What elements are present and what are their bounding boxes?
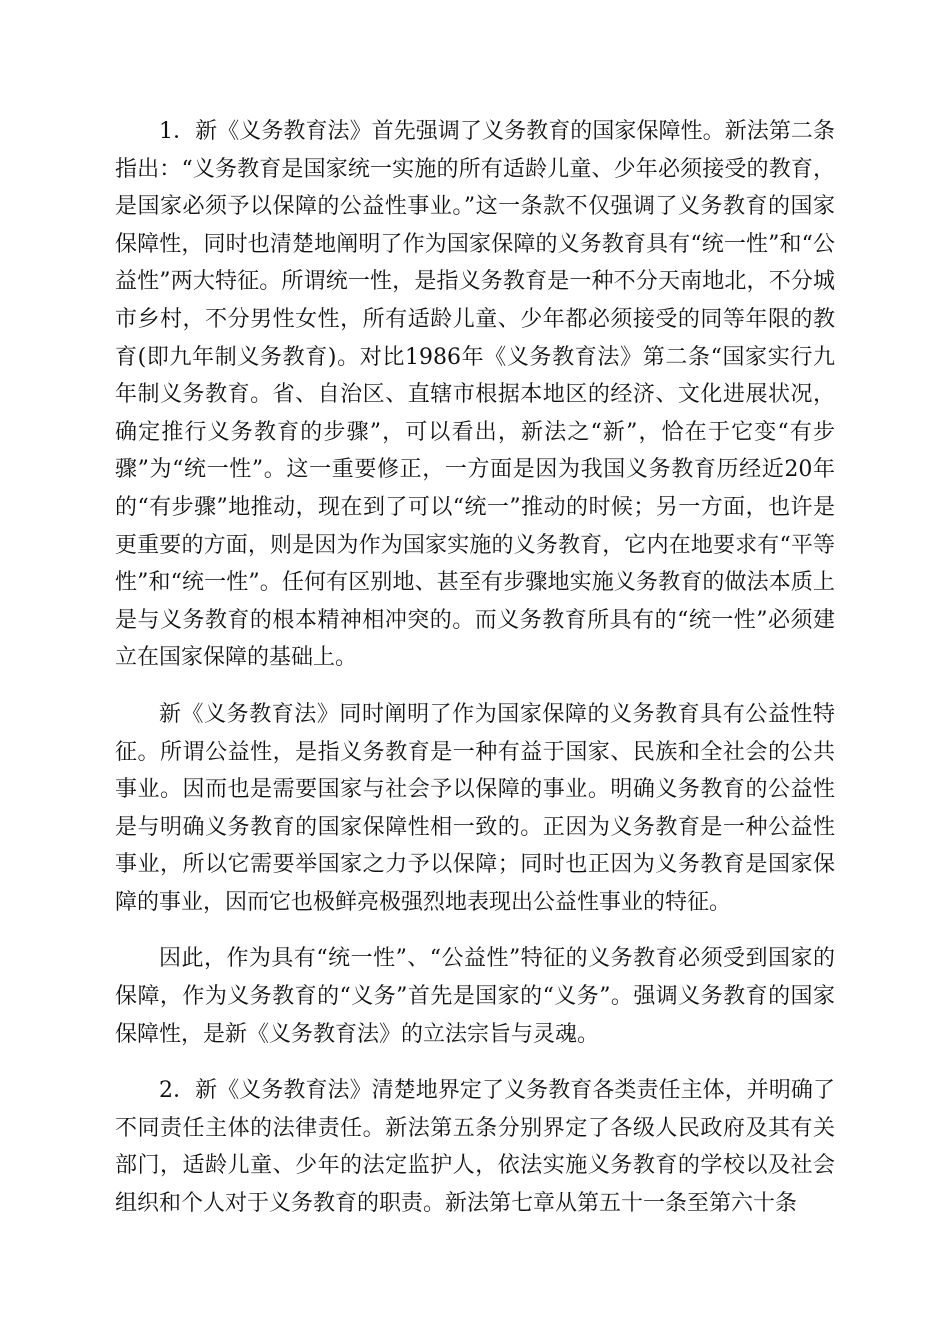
document-body xyxy=(115,113,835,1242)
paragraph-2: 新《义务教育法》同时阐明了作为国家保障的义务教育具有公益性特征。所谓公益性，是指义务教育是一种有益于国家、民族和全社会的公共事业。因而也是需要国家与社会予以保障的事业。明确义务教育的公益性是与明确义务教育的国家保障性相一致的。正因为义务教育是一种公益性事业，所以它需要举国家之力予以保障；同时也正因为义务教育是国家保障的事业，因而它也极鲜亮极强烈地表现出公益性事业的特征。 xyxy=(115,701,835,915)
paragraph-3: 因此，作为具有“统一性”、“公益性”特征的义务教育必须受到国家的保障，作为义务教育的“义务”首先是国家的“义务”。强调义务教育的国家保障性，是新《义务教育法》的立法宗旨与灵魂。 xyxy=(115,946,835,1047)
paragraph-1: 1．新《义务教育法》首先强调了义务教育的国家保障性。新法第二条指出：“义务教育是国家统一实施的所有适龄儿童、少年必须接受的教育，是国家必须予以保障的公益性事业。”这一条款不仅强调了义务教育的国家保障性，同时也清楚地阐明了作为国家保障的义务教育具有“统一性”和“公益性”两大特征。所谓统一性，是指义务教育是一种不分天南地北，不分城市乡村，不分男性女性，所有适龄儿童、少年都必须接受的同等年限的教育(即九年制义务教育)。对比1986年《义务教育法》第二条“国家实行九年制义务教育。省、自治区、直辖市根据本地区的经济、文化进展状况，确定推行义务教育的步骤”，可以看出，新法之“新”，恰在于它变“有步骤”为“统一性”。这一重要修正，一方面是因为我国义务教育历经近20年的“有步骤”地推动，现在到了可以“统一”推动的时候；另一方面，也许是更重要的方面，则是因为作为国家实施的义务教育，它内在地要求有“平等性”和“统一性”。任何有区别地、甚至有步骤地实施义务教育的做法本质上是与义务教育的根本精神相冲突的。而义务教育所具有的“统一性”必须建立在国家保障的基础上。 xyxy=(115,119,835,671)
paragraph-4: 2．新《义务教育法》清楚地界定了义务教育各类责任主体，并明确了不同责任主体的法律责任。新法第五条分别界定了各级人民政府及其有关部门，适龄儿童、少年的法定监护人，依法实施义务教育的学校以及社会组织和个人对于义务教育的职责。新法第七章从第五十一条至第六十条 xyxy=(115,1078,835,1217)
